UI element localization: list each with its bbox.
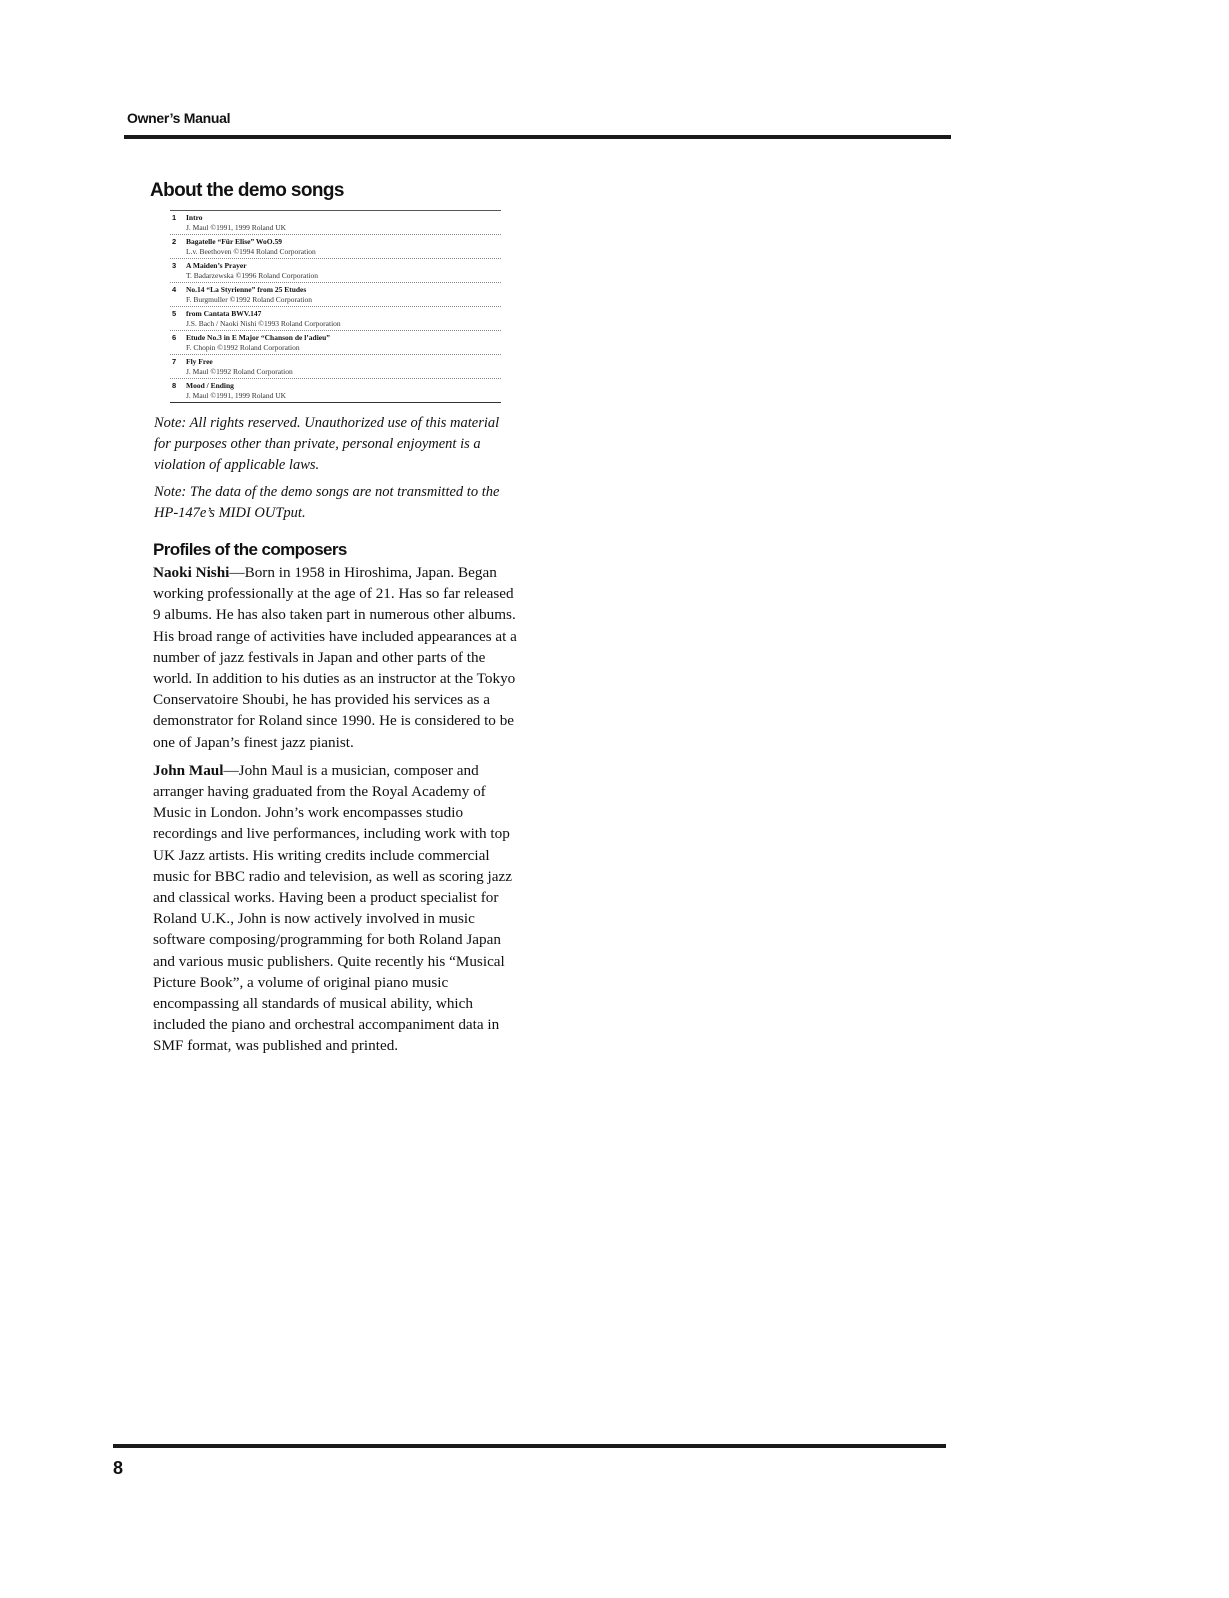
song-credit: L.v. Beethoven ©1994 Roland Corporation [186, 247, 316, 256]
song-number: 5 [172, 309, 177, 318]
page-number: 8 [113, 1458, 124, 1478]
header-rule [124, 135, 951, 139]
profile-text: —Born in 1958 in Hiroshima, Japan. Began working professionally at the age of 21. Has so far released 9 albums. He has also taken part in numerous other albums. His broad range of activities have included appearances at a number of jazz festivals in Japan and other parts of the world. In addition to his duties as an instructor at the Tokyo Conservatoire Shoubi, he has provided his services as a demonstrator for Roland since 1990. He is considered to be one of Japan’s finest jazz pianist. [153, 564, 517, 751]
song-credit: J. Maul ©1992 Roland Corporation [186, 367, 293, 376]
song-credit: F. Chopin ©1992 Roland Corporation [186, 343, 300, 352]
profile-text: —John Maul is a musician, composer and arranger having graduated from the Royal Academy of Music in London. John’s work encompasses studio recordings and live performances, including work with top UK Jazz artists. His writing credits include commercial music for BBC radio and television, as well as scoring jazz and classical works. Having been a product specialist for Roland U.K., John is now actively involved in music software composing/programming for both Roland Japan and various music publishers. Quite recently his “Musical Picture Book”, a volume of original piano music encompassing all standards of musical ability, which included the piano and orchestral accompaniment data in SMF format, was published and printed. [153, 761, 512, 1055]
running-header: Owner’s Manual [127, 110, 231, 126]
song-item [170, 283, 501, 307]
song-title: Mood / Ending [186, 381, 234, 390]
song-title: No.14 “La Styrienne” from 25 Etudes [186, 285, 307, 294]
song-title: A Maiden’s Prayer [186, 261, 247, 270]
song-item [170, 379, 501, 402]
song-item [170, 211, 501, 235]
demo-song-list [170, 210, 501, 403]
song-number: 4 [172, 285, 177, 294]
song-credit: T. Badarzewska ©1996 Roland Corporation [186, 271, 318, 280]
song-number: 7 [172, 357, 177, 366]
content-column [150, 180, 520, 1057]
song-credit: F. Burgmuller ©1992 Roland Corporation [186, 295, 312, 304]
demo-songs-heading: About the demo songs [150, 180, 344, 201]
song-title: Intro [186, 213, 203, 222]
song-number: 8 [172, 381, 177, 390]
song-number: 3 [172, 261, 177, 270]
profile-maul [153, 760, 519, 1057]
composer-name: Naoki Nishi [153, 564, 230, 581]
song-item [170, 331, 501, 355]
footer-rule [113, 1444, 946, 1448]
song-number: 1 [172, 213, 177, 222]
profile-nishi [153, 562, 519, 753]
song-title: from Cantata BWV.147 [186, 309, 262, 318]
song-title: Etude No.3 in E Major “Chanson de l’adieu” [186, 333, 331, 342]
song-item [170, 355, 501, 379]
song-item [170, 235, 501, 259]
song-number: 6 [172, 333, 177, 342]
song-item [170, 307, 501, 331]
midi-note: Note: The data of the demo songs are not transmitted to the HP-147e’s MIDI OUTput. [154, 484, 500, 521]
song-title: Fly Free [186, 357, 213, 366]
song-item [170, 259, 501, 283]
song-credit: J. Maul ©1991, 1999 Roland UK [186, 391, 287, 400]
song-credit: J.S. Bach / Naoki Nishi ©1993 Roland Corporation [186, 319, 341, 328]
composer-name: John Maul [153, 761, 224, 779]
song-number: 2 [172, 237, 177, 246]
rights-note: Note: All rights reserved. Unauthorized use of this material for purposes other than private, personal enjoyment is a violation of applicable laws. [154, 415, 500, 473]
song-credit: J. Maul ©1991, 1999 Roland UK [186, 223, 287, 232]
song-title: Bagatelle “Für Elise” WoO.59 [186, 237, 282, 246]
profiles-heading: Profiles of the composers [153, 540, 347, 559]
